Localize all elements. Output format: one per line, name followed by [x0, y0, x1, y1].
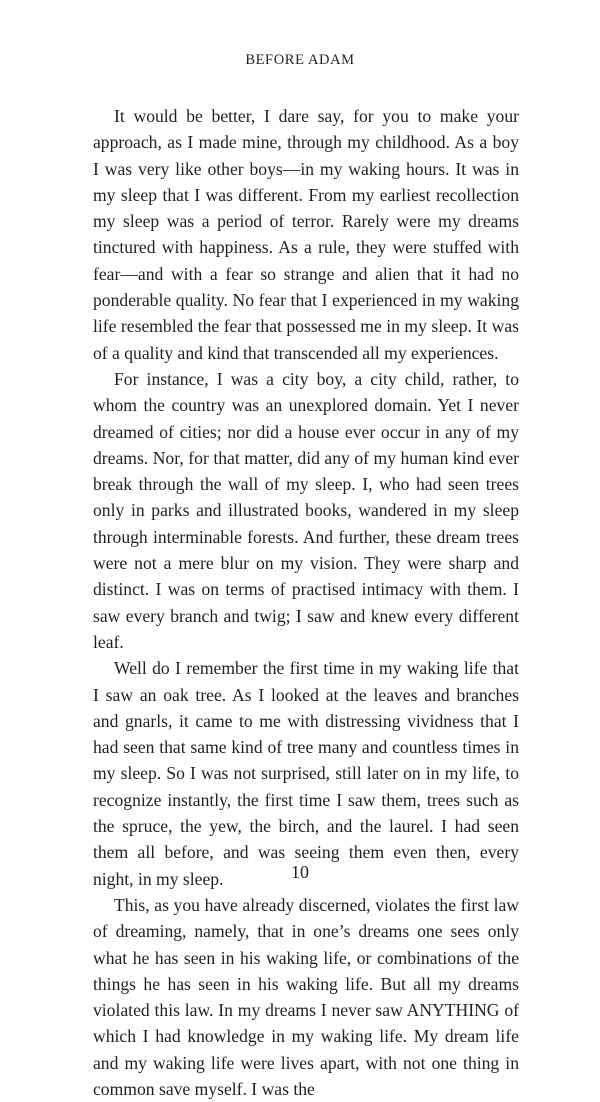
paragraph-3: Well do I remember the first time in my waking life that I saw an oak tree. As I looked at the leaves and branches and gnarls, it came to me with distressing vividness that I had seen that same kind of tree many and countless times in my sleep. So I was not surprised, still later on in my life, to recognize instantly, the first time I saw them, trees such as the spruce, the yew, the birch, and the laurel. I had seen them all before, and was seeing them even then, every night, in my sleep. — [93, 658, 519, 889]
paragraph-4: This, as you have already discerned, violates the first law of dreaming, namely, that in one’s dreams one sees only what he has seen in his waking life, or combinations of the things he has seen in his waking life. But all my dreams violated this law. In my dreams I never saw ANYTHING of which I had knowledge in my waking life. My dream life and my waking life were lives apart, with not one thing in common save myself. I was the — [93, 894, 519, 1099]
body-text — [93, 103, 519, 1102]
paragraph-2: For instance, I was a city boy, a city child, rather, to whom the country was an unexplored domain. Yet I never dreamed of cities; nor did a house ever occur in any of my dreams. Nor, for that matter, did any of my human kind ever break through the wall of my sleep. I, who had seen trees only in parks and illustrated books, wandered in my sleep through interminable forests. And further, these dream trees were not a mere blur on my vision. They were sharp and distinct. I was on terms of practised intimacy with them. I saw every branch and twig; I saw and knew every different leaf. — [93, 368, 519, 652]
page-number: 10 — [291, 862, 309, 882]
running-head: BEFORE ADAM — [245, 52, 355, 68]
paragraph-1: It would be better, I dare say, for you to make your approach, as I made mine, through my childhood. As a boy I was very like other boys—in my waking hours. It was in my sleep that I was different. From my earliest recollection my sleep was a period of terror. Rarely were my dreams tinctured with happiness. As a rule, they were stuffed with fear—and with a fear so strange and alien that it had no ponderable quality. No fear that I experienced in my waking life resembled the fear that possessed me in my sleep. It was of a quality and kind that transcended all my experiences. — [93, 106, 519, 363]
